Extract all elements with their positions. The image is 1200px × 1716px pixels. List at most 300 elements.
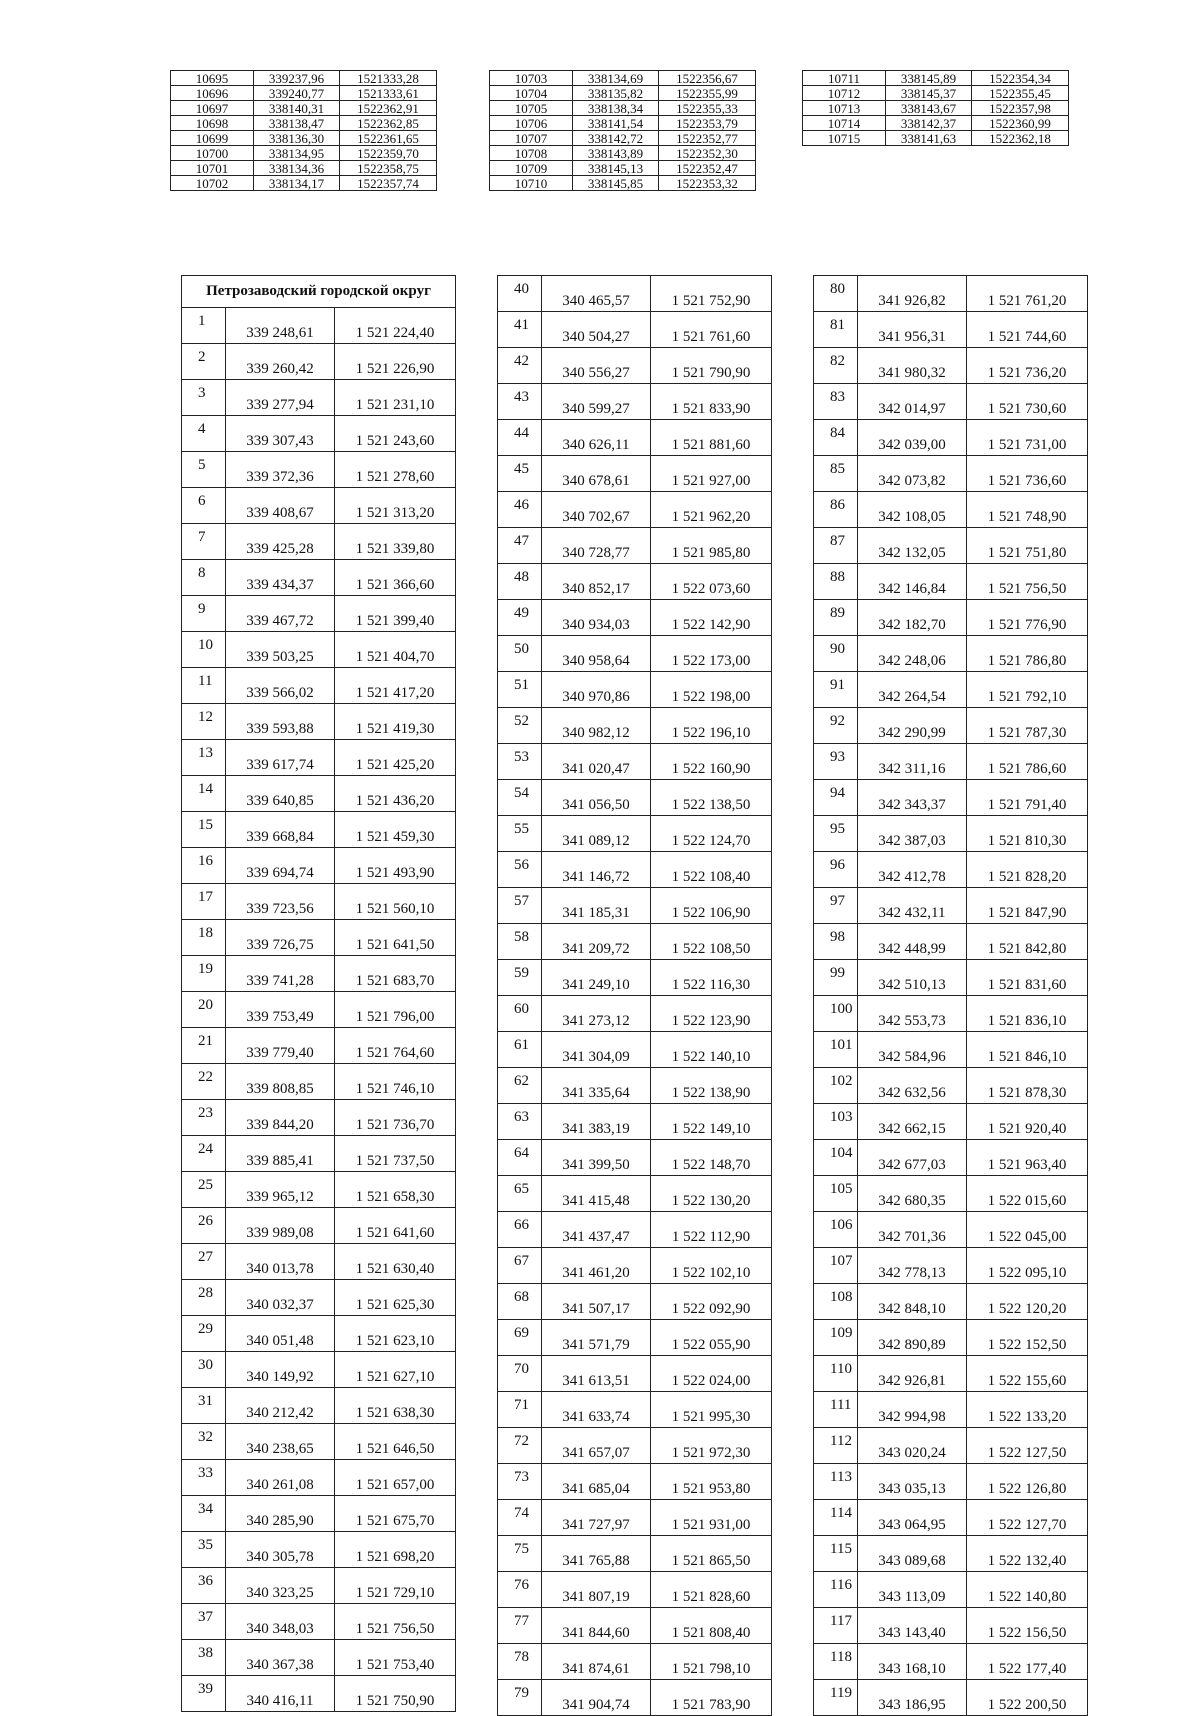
coord-x-cell: 341 571,79 [542, 1320, 651, 1356]
point-number-cell: 38 [182, 1640, 226, 1676]
point-number-cell: 81 [814, 312, 858, 348]
point-number-cell: 34 [182, 1496, 226, 1532]
table-row [814, 564, 1088, 600]
coord-y-cell: 1522352,77 [659, 131, 756, 146]
point-number-cell: 97 [814, 888, 858, 924]
point-number-cell: 98 [814, 924, 858, 960]
point-number-cell: 101 [814, 1032, 858, 1068]
coord-y-cell: 1 522 095,10 [967, 1248, 1088, 1284]
table-row [182, 1028, 456, 1064]
table-row [182, 1100, 456, 1136]
coord-y-cell: 1522357,98 [972, 101, 1069, 116]
coord-x-cell: 341 904,74 [542, 1680, 651, 1716]
coord-x-cell: 339 640,85 [226, 776, 335, 812]
coord-x-cell: 340 238,65 [226, 1424, 335, 1460]
table-row [498, 1032, 772, 1068]
coord-x-cell: 342 014,97 [858, 384, 967, 420]
table-row [182, 1316, 456, 1352]
coord-x-cell: 341 415,48 [542, 1176, 651, 1212]
table-row [814, 1212, 1088, 1248]
coord-x-cell: 341 249,10 [542, 960, 651, 996]
coord-x-cell: 339 260,42 [226, 344, 335, 380]
point-number-cell: 49 [498, 600, 542, 636]
table-row [182, 704, 456, 740]
coord-y-cell: 1522358,75 [340, 161, 437, 176]
coord-y-cell: 1 521 836,10 [967, 996, 1088, 1032]
coord-x-cell: 339 694,74 [226, 848, 335, 884]
table-row [498, 1320, 772, 1356]
table-row [182, 560, 456, 596]
coord-x-cell: 338134,95 [254, 146, 340, 161]
coord-x-cell: 339 808,85 [226, 1064, 335, 1100]
table-row [814, 1104, 1088, 1140]
point-number-cell: 114 [814, 1500, 858, 1536]
table-row [814, 996, 1088, 1032]
table-row [498, 816, 772, 852]
table-row [498, 672, 772, 708]
coord-y-cell: 1 522 138,90 [651, 1068, 772, 1104]
point-number-cell: 82 [814, 348, 858, 384]
point-number-cell: 10705 [490, 101, 573, 116]
coord-y-cell: 1 521 436,20 [335, 776, 456, 812]
coord-x-cell: 341 807,19 [542, 1572, 651, 1608]
coord-x-cell: 342 432,11 [858, 888, 967, 924]
coord-x-cell: 342 632,56 [858, 1068, 967, 1104]
table-row [498, 1608, 772, 1644]
coord-y-cell: 1522352,30 [659, 146, 756, 161]
table-row [814, 1644, 1088, 1680]
table-row [814, 924, 1088, 960]
table-row [814, 1284, 1088, 1320]
coord-y-cell: 1 521 831,60 [967, 960, 1088, 996]
point-number-cell: 2 [182, 344, 226, 380]
table-row [498, 1392, 772, 1428]
coord-y-cell: 1 521 750,90 [335, 1676, 456, 1712]
point-number-cell: 27 [182, 1244, 226, 1280]
table-body [498, 276, 772, 1716]
table-row [182, 1604, 456, 1640]
table-row [814, 492, 1088, 528]
coord-x-cell: 338145,85 [573, 176, 659, 191]
table-row [182, 740, 456, 776]
point-number-cell: 10708 [490, 146, 573, 161]
table-row [814, 312, 1088, 348]
coord-x-cell: 338134,36 [254, 161, 340, 176]
coord-x-cell: 341 399,50 [542, 1140, 651, 1176]
coord-y-cell: 1522360,99 [972, 116, 1069, 131]
coord-y-cell: 1 521 786,60 [967, 744, 1088, 780]
table-row [182, 596, 456, 632]
point-number-cell: 68 [498, 1284, 542, 1320]
point-number-cell: 25 [182, 1172, 226, 1208]
coord-x-cell: 338134,17 [254, 176, 340, 191]
point-number-cell: 113 [814, 1464, 858, 1500]
coord-x-cell: 343 113,09 [858, 1572, 967, 1608]
table-row [182, 1388, 456, 1424]
table-row [182, 344, 456, 380]
coord-y-cell: 1 522 140,10 [651, 1032, 772, 1068]
coord-y-cell: 1 521 729,10 [335, 1568, 456, 1604]
point-number-cell: 90 [814, 636, 858, 672]
table-row [814, 960, 1088, 996]
coord-y-cell: 1 521 927,00 [651, 456, 772, 492]
point-number-cell: 79 [498, 1680, 542, 1716]
coord-y-cell: 1 521 417,20 [335, 668, 456, 704]
coord-x-cell: 338136,30 [254, 131, 340, 146]
coord-y-cell: 1 521 224,40 [335, 308, 456, 344]
table-row [498, 1248, 772, 1284]
point-number-cell: 105 [814, 1176, 858, 1212]
coord-x-cell: 339 753,49 [226, 992, 335, 1028]
coord-y-cell: 1522362,85 [340, 116, 437, 131]
point-number-cell: 16 [182, 848, 226, 884]
point-number-cell: 117 [814, 1608, 858, 1644]
point-number-cell: 36 [182, 1568, 226, 1604]
coord-x-cell: 343 064,95 [858, 1500, 967, 1536]
coord-y-cell: 1 522 092,90 [651, 1284, 772, 1320]
coord-x-cell: 340 626,11 [542, 420, 651, 456]
coord-x-cell: 339 248,61 [226, 308, 335, 344]
coord-x-cell: 338145,89 [886, 71, 972, 86]
table-row [498, 1356, 772, 1392]
coord-x-cell: 341 507,17 [542, 1284, 651, 1320]
point-number-cell: 15 [182, 812, 226, 848]
point-number-cell: 53 [498, 744, 542, 780]
coord-y-cell: 1 521 751,80 [967, 528, 1088, 564]
coord-y-cell: 1 521 736,60 [967, 456, 1088, 492]
coord-x-cell: 340 305,78 [226, 1532, 335, 1568]
point-number-cell: 61 [498, 1032, 542, 1068]
coord-x-cell: 342 039,00 [858, 420, 967, 456]
table-row [171, 131, 437, 146]
coord-y-cell: 1 521 962,20 [651, 492, 772, 528]
coord-y-cell: 1522361,65 [340, 131, 437, 146]
coord-y-cell: 1 521 776,90 [967, 600, 1088, 636]
coord-x-cell: 339 277,94 [226, 380, 335, 416]
table-row [182, 1568, 456, 1604]
coord-y-cell: 1 522 173,00 [651, 636, 772, 672]
point-number-cell: 10699 [171, 131, 254, 146]
point-number-cell: 43 [498, 384, 542, 420]
point-number-cell: 71 [498, 1392, 542, 1428]
table-row [490, 161, 756, 176]
coord-y-cell: 1 521 783,90 [651, 1680, 772, 1716]
table-row [803, 71, 1069, 86]
header-row [182, 276, 456, 308]
coord-x-cell: 339 617,74 [226, 740, 335, 776]
table-row [803, 86, 1069, 101]
point-number-cell: 47 [498, 528, 542, 564]
coord-x-cell: 342 108,05 [858, 492, 967, 528]
coord-x-cell: 338143,67 [886, 101, 972, 116]
coord-x-cell: 342 448,99 [858, 924, 967, 960]
coord-x-cell: 340 212,42 [226, 1388, 335, 1424]
point-number-cell: 24 [182, 1136, 226, 1172]
coord-y-cell: 1 521 746,10 [335, 1064, 456, 1100]
coord-x-cell: 338142,72 [573, 131, 659, 146]
point-number-cell: 10696 [171, 86, 254, 101]
coord-x-cell: 342 264,54 [858, 672, 967, 708]
coord-x-cell: 339 467,72 [226, 596, 335, 632]
point-number-cell: 5 [182, 452, 226, 488]
point-number-cell: 70 [498, 1356, 542, 1392]
point-number-cell: 89 [814, 600, 858, 636]
coord-x-cell: 342 584,96 [858, 1032, 967, 1068]
point-number-cell: 28 [182, 1280, 226, 1316]
table-row [498, 1176, 772, 1212]
table-row [171, 86, 437, 101]
point-number-cell: 10714 [803, 116, 886, 131]
coord-x-cell: 339 566,02 [226, 668, 335, 704]
coord-x-cell: 342 680,35 [858, 1176, 967, 1212]
table-row [498, 1680, 772, 1716]
coordinates-table-top-3 [802, 70, 1069, 146]
table-row [498, 528, 772, 564]
point-number-cell: 10700 [171, 146, 254, 161]
coord-x-cell: 340 348,03 [226, 1604, 335, 1640]
point-number-cell: 103 [814, 1104, 858, 1140]
point-number-cell: 3 [182, 380, 226, 416]
coord-y-cell: 1 522 116,30 [651, 960, 772, 996]
coordinates-table-top-2 [489, 70, 756, 191]
coord-y-cell: 1 522 024,00 [651, 1356, 772, 1392]
table-row [490, 101, 756, 116]
table-row [182, 812, 456, 848]
coord-y-cell: 1 521 366,60 [335, 560, 456, 596]
coord-y-cell: 1 521 791,40 [967, 780, 1088, 816]
coord-x-cell: 341 956,31 [858, 312, 967, 348]
table-row [814, 1176, 1088, 1212]
coord-y-cell: 1 521 808,40 [651, 1608, 772, 1644]
table-body [803, 71, 1069, 146]
table-row [498, 564, 772, 600]
point-number-cell: 22 [182, 1064, 226, 1100]
table-row [498, 1428, 772, 1464]
point-number-cell: 42 [498, 348, 542, 384]
point-number-cell: 76 [498, 1572, 542, 1608]
table-row [498, 996, 772, 1032]
coord-y-cell: 1 521 493,90 [335, 848, 456, 884]
coord-x-cell: 339240,77 [254, 86, 340, 101]
point-number-cell: 107 [814, 1248, 858, 1284]
coord-x-cell: 340 958,64 [542, 636, 651, 672]
coord-x-cell: 341 089,12 [542, 816, 651, 852]
coord-x-cell: 338135,82 [573, 86, 659, 101]
table-row [498, 924, 772, 960]
coord-x-cell: 339 965,12 [226, 1172, 335, 1208]
table-row [814, 672, 1088, 708]
coord-x-cell: 342 132,05 [858, 528, 967, 564]
coord-y-cell: 1 521 810,30 [967, 816, 1088, 852]
coord-x-cell: 340 032,37 [226, 1280, 335, 1316]
point-number-cell: 10703 [490, 71, 573, 86]
point-number-cell: 19 [182, 956, 226, 992]
coord-x-cell: 342 073,82 [858, 456, 967, 492]
point-number-cell: 86 [814, 492, 858, 528]
coord-x-cell: 343 168,10 [858, 1644, 967, 1680]
table-row [814, 708, 1088, 744]
table-row [171, 161, 437, 176]
table-row [814, 276, 1088, 312]
coord-x-cell: 339 408,67 [226, 488, 335, 524]
point-number-cell: 88 [814, 564, 858, 600]
table-row [182, 1280, 456, 1316]
table-row [498, 1572, 772, 1608]
table-row [182, 668, 456, 704]
table-row [182, 920, 456, 956]
point-number-cell: 116 [814, 1572, 858, 1608]
table-row [498, 852, 772, 888]
point-number-cell: 10695 [171, 71, 254, 86]
point-number-cell: 104 [814, 1140, 858, 1176]
point-number-cell: 108 [814, 1284, 858, 1320]
coord-y-cell: 1 521 638,30 [335, 1388, 456, 1424]
table-row [814, 888, 1088, 924]
coord-y-cell: 1 521 419,30 [335, 704, 456, 740]
coord-x-cell: 339 503,25 [226, 632, 335, 668]
coord-x-cell: 340 982,12 [542, 708, 651, 744]
point-number-cell: 55 [498, 816, 542, 852]
coord-y-cell: 1 522 106,90 [651, 888, 772, 924]
table-row [498, 312, 772, 348]
coord-x-cell: 339 425,28 [226, 524, 335, 560]
boundary-points-table-2 [497, 275, 772, 1716]
coord-y-cell: 1 521 796,00 [335, 992, 456, 1028]
point-number-cell: 85 [814, 456, 858, 492]
point-number-cell: 8 [182, 560, 226, 596]
table-row [803, 131, 1069, 146]
table-row [803, 116, 1069, 131]
coord-y-cell: 1 521 683,70 [335, 956, 456, 992]
coord-x-cell: 340 367,38 [226, 1640, 335, 1676]
point-number-cell: 10711 [803, 71, 886, 86]
point-number-cell: 112 [814, 1428, 858, 1464]
point-number-cell: 10712 [803, 86, 886, 101]
table-body [182, 308, 456, 1712]
table-row [498, 492, 772, 528]
point-number-cell: 26 [182, 1208, 226, 1244]
table-row [814, 1572, 1088, 1608]
coord-y-cell: 1 521 756,50 [335, 1604, 456, 1640]
table-row [182, 776, 456, 812]
coord-y-cell: 1 522 045,00 [967, 1212, 1088, 1248]
point-number-cell: 10709 [490, 161, 573, 176]
point-number-cell: 52 [498, 708, 542, 744]
coord-y-cell: 1 521 833,90 [651, 384, 772, 420]
coord-y-cell: 1 521 985,80 [651, 528, 772, 564]
coord-y-cell: 1 522 126,80 [967, 1464, 1088, 1500]
point-number-cell: 31 [182, 1388, 226, 1424]
coord-y-cell: 1 521 399,40 [335, 596, 456, 632]
table-row [182, 848, 456, 884]
coord-y-cell: 1 521 231,10 [335, 380, 456, 416]
coord-y-cell: 1 522 196,10 [651, 708, 772, 744]
coord-y-cell: 1 521 842,80 [967, 924, 1088, 960]
table-row [490, 146, 756, 161]
coord-x-cell: 340 261,08 [226, 1460, 335, 1496]
boundary-points-table-3 [813, 275, 1088, 1716]
table-row [803, 101, 1069, 116]
coord-y-cell: 1522357,74 [340, 176, 437, 191]
table-row [490, 116, 756, 131]
point-number-cell: 40 [498, 276, 542, 312]
coord-x-cell: 343 089,68 [858, 1536, 967, 1572]
point-number-cell: 32 [182, 1424, 226, 1460]
coord-x-cell: 341 874,61 [542, 1644, 651, 1680]
coord-y-cell: 1 521 931,00 [651, 1500, 772, 1536]
table-row [182, 1208, 456, 1244]
coord-y-cell: 1 521 790,90 [651, 348, 772, 384]
coord-x-cell: 340 416,11 [226, 1676, 335, 1712]
point-number-cell: 18 [182, 920, 226, 956]
coord-x-cell: 342 994,98 [858, 1392, 967, 1428]
table-row [490, 86, 756, 101]
coord-y-cell: 1522356,67 [659, 71, 756, 86]
coord-y-cell: 1 522 120,20 [967, 1284, 1088, 1320]
coord-y-cell: 1 521 865,50 [651, 1536, 772, 1572]
coord-y-cell: 1 522 140,80 [967, 1572, 1088, 1608]
coord-x-cell: 340 323,25 [226, 1568, 335, 1604]
table-row [490, 131, 756, 146]
point-number-cell: 73 [498, 1464, 542, 1500]
point-number-cell: 64 [498, 1140, 542, 1176]
table-row [498, 1140, 772, 1176]
point-number-cell: 69 [498, 1320, 542, 1356]
point-number-cell: 56 [498, 852, 542, 888]
point-number-cell: 84 [814, 420, 858, 456]
coord-y-cell: 1 521 787,30 [967, 708, 1088, 744]
point-number-cell: 13 [182, 740, 226, 776]
point-number-cell: 10698 [171, 116, 254, 131]
table-row [498, 1536, 772, 1572]
table-row [814, 852, 1088, 888]
table-row [498, 456, 772, 492]
coord-x-cell: 340 599,27 [542, 384, 651, 420]
point-number-cell: 30 [182, 1352, 226, 1388]
coord-x-cell: 339 885,41 [226, 1136, 335, 1172]
table-row [171, 176, 437, 191]
coord-x-cell: 341 020,47 [542, 744, 651, 780]
table-row [498, 744, 772, 780]
coord-y-cell: 1 521 756,50 [967, 564, 1088, 600]
point-number-cell: 63 [498, 1104, 542, 1140]
point-number-cell: 91 [814, 672, 858, 708]
point-number-cell: 102 [814, 1068, 858, 1104]
table-row [182, 884, 456, 920]
coord-x-cell: 341 980,32 [858, 348, 967, 384]
coord-y-cell: 1 522 152,50 [967, 1320, 1088, 1356]
point-number-cell: 118 [814, 1644, 858, 1680]
coord-y-cell: 1 521 731,00 [967, 420, 1088, 456]
point-number-cell: 6 [182, 488, 226, 524]
point-number-cell: 35 [182, 1532, 226, 1568]
coord-y-cell: 1522353,79 [659, 116, 756, 131]
coord-y-cell: 1 521 658,30 [335, 1172, 456, 1208]
coord-y-cell: 1 521 753,40 [335, 1640, 456, 1676]
table-row [814, 1500, 1088, 1536]
table-row [182, 416, 456, 452]
coord-y-cell: 1 522 108,50 [651, 924, 772, 960]
coord-x-cell: 340 149,92 [226, 1352, 335, 1388]
coord-y-cell: 1 521 627,10 [335, 1352, 456, 1388]
table-row [182, 1244, 456, 1280]
coord-x-cell: 341 765,88 [542, 1536, 651, 1572]
coord-y-cell: 1 521 339,80 [335, 524, 456, 560]
coord-x-cell: 342 677,03 [858, 1140, 967, 1176]
coord-y-cell: 1 521 878,30 [967, 1068, 1088, 1104]
coord-y-cell: 1 521 625,30 [335, 1280, 456, 1316]
point-number-cell: 106 [814, 1212, 858, 1248]
